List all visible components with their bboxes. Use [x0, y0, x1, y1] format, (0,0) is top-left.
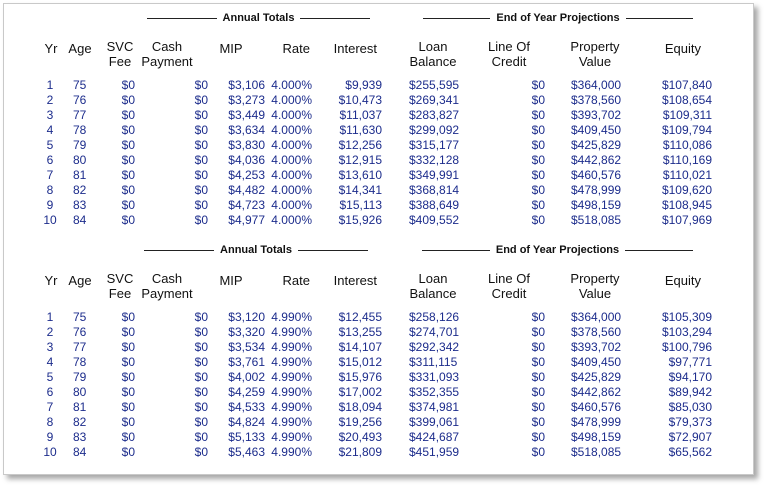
cell-svc: $0	[121, 400, 135, 414]
cell-loan: $374,981	[409, 400, 460, 414]
cell-rate: 4.000%	[271, 108, 312, 122]
header-rule	[626, 18, 693, 19]
cell-yr: 1	[46, 310, 54, 324]
cell-property: $478,999	[571, 415, 622, 429]
cell-svc: $0	[121, 108, 135, 122]
cell-age: 82	[73, 415, 87, 429]
cell-mip: $4,482	[228, 183, 265, 197]
cell-loan: $315,177	[409, 138, 460, 152]
column-header-equity: Equity	[664, 41, 701, 56]
cell-equity: $105,309	[661, 310, 712, 324]
cell-cash: $0	[194, 108, 208, 122]
cell-cash: $0	[194, 138, 208, 152]
cell-mip: $4,824	[228, 415, 265, 429]
header-rule	[423, 18, 490, 19]
cell-interest: $13,610	[338, 168, 382, 182]
cell-age: 79	[73, 370, 87, 384]
cell-rate: 4.000%	[271, 168, 312, 182]
cell-age: 75	[73, 310, 87, 324]
cell-equity: $103,294	[661, 325, 712, 339]
cell-mip: $4,977	[228, 213, 265, 227]
cell-loan: $255,595	[409, 78, 460, 92]
cell-interest: $15,976	[338, 370, 382, 384]
cell-age: 79	[73, 138, 87, 152]
cell-loc: $0	[531, 198, 545, 212]
cell-rate: 4.990%	[271, 415, 312, 429]
cell-equity: $108,654	[661, 93, 712, 107]
header-rule	[625, 250, 693, 251]
column-header-equity: Equity	[664, 273, 701, 288]
cell-age: 81	[73, 168, 87, 182]
column-header-property: Property Value	[570, 271, 620, 301]
header-rule	[147, 18, 217, 19]
cell-rate: 4.000%	[271, 123, 312, 137]
cell-cash: $0	[194, 340, 208, 354]
cell-yr: 2	[46, 325, 54, 339]
cell-cash: $0	[194, 93, 208, 107]
cell-mip: $4,253	[228, 168, 265, 182]
cell-rate: 4.000%	[271, 213, 312, 227]
cell-age: 76	[73, 93, 87, 107]
cell-loan: $274,701	[409, 325, 460, 339]
cell-equity: $109,620	[661, 183, 712, 197]
cell-age: 78	[73, 123, 87, 137]
cell-loc: $0	[531, 123, 545, 137]
cell-property: $518,085	[571, 445, 622, 459]
cell-equity: $79,373	[668, 415, 712, 429]
cell-age: 80	[73, 385, 87, 399]
cell-age: 77	[73, 340, 87, 354]
cell-yr: 9	[46, 198, 54, 212]
cell-interest: $11,630	[339, 123, 382, 137]
cell-age: 80	[73, 153, 87, 167]
cell-age: 81	[73, 400, 87, 414]
cell-svc: $0	[121, 138, 135, 152]
cell-mip: $4,533	[228, 400, 265, 414]
cell-mip: $3,634	[228, 123, 265, 137]
cell-mip: $5,463	[228, 445, 265, 459]
cell-loc: $0	[531, 415, 545, 429]
cell-cash: $0	[194, 400, 208, 414]
cell-loan: $299,092	[409, 123, 460, 137]
cell-yr: 7	[46, 400, 54, 414]
cell-loan: $269,341	[409, 93, 460, 107]
header-rule	[144, 250, 214, 251]
cell-loan: $331,093	[409, 370, 460, 384]
cell-rate: 4.000%	[271, 138, 312, 152]
cell-cash: $0	[194, 78, 208, 92]
column-header-age: Age	[68, 273, 92, 288]
cell-mip: $4,002	[228, 370, 265, 384]
report-frame	[3, 3, 754, 475]
cell-age: 76	[73, 325, 87, 339]
column-header-yr: Yr	[44, 41, 58, 56]
cell-equity: $110,169	[662, 153, 712, 167]
cell-property: $498,159	[571, 430, 622, 444]
cell-property: $460,576	[571, 168, 622, 182]
cell-loc: $0	[531, 93, 545, 107]
cell-cash: $0	[194, 415, 208, 429]
cell-rate: 4.000%	[271, 153, 312, 167]
cell-cash: $0	[194, 198, 208, 212]
cell-property: $478,999	[571, 183, 622, 197]
column-header-mip: MIP	[219, 41, 243, 56]
cell-property: $460,576	[571, 400, 622, 414]
cell-loc: $0	[531, 138, 545, 152]
cell-loc: $0	[531, 108, 545, 122]
cell-rate: 4.990%	[271, 400, 312, 414]
cell-loc: $0	[531, 183, 545, 197]
cell-yr: 8	[46, 415, 54, 429]
cell-interest: $9,939	[345, 78, 382, 92]
column-header-svc: SVC Fee	[106, 39, 134, 69]
group-header-label: Annual Totals	[220, 244, 292, 256]
cell-property: $425,829	[571, 138, 622, 152]
cell-property: $442,862	[571, 153, 622, 167]
cell-age: 82	[73, 183, 87, 197]
cell-loan: $388,649	[409, 198, 460, 212]
end-of-year-projections-group-header	[423, 10, 693, 26]
cell-svc: $0	[121, 445, 135, 459]
column-header-cash: Cash Payment	[141, 39, 193, 69]
cell-yr: 4	[46, 123, 54, 137]
cell-loc: $0	[531, 445, 545, 459]
cell-loan: $283,827	[409, 108, 460, 122]
cell-loan: $258,126	[409, 310, 460, 324]
column-header-mip: MIP	[219, 273, 243, 288]
column-header-interest: Interest	[333, 41, 377, 56]
column-header-svc: SVC Fee	[106, 271, 134, 301]
cell-mip: $4,036	[228, 153, 265, 167]
cell-age: 75	[73, 78, 87, 92]
cell-property: $378,560	[571, 93, 622, 107]
end-of-year-projections-group-header	[422, 242, 693, 258]
cell-cash: $0	[194, 355, 208, 369]
cell-loc: $0	[531, 168, 545, 182]
cell-mip: $3,534	[228, 340, 265, 354]
cell-loan: $409,552	[409, 213, 460, 227]
cell-loc: $0	[531, 153, 545, 167]
cell-interest: $13,255	[338, 325, 382, 339]
cell-loc: $0	[531, 340, 545, 354]
cell-interest: $19,256	[338, 415, 382, 429]
cell-property: $409,450	[571, 355, 622, 369]
cell-svc: $0	[121, 78, 135, 92]
cell-loc: $0	[531, 430, 545, 444]
cell-equity: $89,942	[668, 385, 712, 399]
cell-loan: $451,959	[409, 445, 460, 459]
column-header-cash: Cash Payment	[141, 271, 193, 301]
cell-loan: $399,061	[409, 415, 460, 429]
column-header-loc: Line Of Credit	[488, 39, 530, 69]
column-header-loan: Loan Balance	[409, 271, 457, 301]
cell-yr: 7	[46, 168, 54, 182]
cell-svc: $0	[121, 415, 135, 429]
cell-interest: $14,107	[338, 340, 382, 354]
cell-rate: 4.990%	[271, 370, 312, 384]
column-header-loc: Line Of Credit	[488, 271, 530, 301]
cell-svc: $0	[121, 168, 135, 182]
cell-loc: $0	[531, 78, 545, 92]
cell-yr: 6	[46, 385, 54, 399]
cell-mip: $3,761	[228, 355, 265, 369]
cell-mip: $5,133	[228, 430, 265, 444]
cell-svc: $0	[121, 183, 135, 197]
cell-interest: $15,012	[338, 355, 382, 369]
cell-yr: 5	[46, 370, 54, 384]
cell-loc: $0	[531, 310, 545, 324]
cell-loan: $332,128	[409, 153, 460, 167]
cell-rate: 4.990%	[271, 340, 312, 354]
cell-cash: $0	[194, 310, 208, 324]
cell-cash: $0	[194, 183, 208, 197]
cell-property: $409,450	[571, 123, 622, 137]
cell-rate: 4.000%	[271, 93, 312, 107]
cell-yr: 8	[46, 183, 54, 197]
cell-yr: 3	[46, 108, 54, 122]
cell-property: $364,000	[571, 310, 622, 324]
cell-svc: $0	[121, 340, 135, 354]
cell-equity: $107,969	[661, 213, 712, 227]
cell-loan: $311,115	[409, 355, 458, 369]
cell-property: $518,085	[571, 213, 622, 227]
cell-age: 78	[73, 355, 87, 369]
cell-property: $393,702	[571, 340, 622, 354]
cell-svc: $0	[121, 430, 135, 444]
cell-age: 84	[73, 445, 87, 459]
cell-svc: $0	[121, 385, 135, 399]
cell-equity: $109,794	[661, 123, 712, 137]
cell-equity: $65,562	[668, 445, 712, 459]
cell-rate: 4.000%	[271, 183, 312, 197]
cell-svc: $0	[121, 93, 135, 107]
cell-loc: $0	[531, 355, 545, 369]
cell-rate: 4.990%	[271, 355, 312, 369]
cell-equity: $94,170	[668, 370, 712, 384]
cell-mip: $3,320	[228, 325, 265, 339]
annual-totals-group-header	[144, 242, 368, 258]
cell-interest: $21,809	[338, 445, 382, 459]
cell-equity: $109,311	[662, 108, 712, 122]
cell-yr: 4	[46, 355, 54, 369]
cell-svc: $0	[121, 355, 135, 369]
cell-mip: $3,120	[228, 310, 265, 324]
cell-svc: $0	[121, 370, 135, 384]
cell-equity: $97,771	[668, 355, 712, 369]
column-header-interest: Interest	[333, 273, 377, 288]
cell-loc: $0	[531, 370, 545, 384]
cell-yr: 10	[43, 213, 57, 227]
cell-loc: $0	[531, 213, 545, 227]
cell-yr: 5	[46, 138, 54, 152]
cell-rate: 4.000%	[271, 78, 312, 92]
cell-property: $364,000	[571, 78, 622, 92]
cell-equity: $107,840	[661, 78, 712, 92]
cell-interest: $15,113	[339, 198, 382, 212]
cell-rate: 4.990%	[271, 430, 312, 444]
cell-equity: $108,945	[661, 198, 712, 212]
group-header-label: Annual Totals	[222, 12, 295, 24]
cell-interest: $14,341	[338, 183, 382, 197]
cell-age: 83	[73, 198, 87, 212]
cell-loc: $0	[531, 385, 545, 399]
group-header-label: End of Year Projections	[495, 244, 620, 256]
cell-interest: $17,002	[338, 385, 382, 399]
cell-equity: $85,030	[668, 400, 712, 414]
annual-totals-group-header	[147, 10, 370, 26]
cell-age: 83	[73, 430, 87, 444]
cell-rate: 4.990%	[271, 325, 312, 339]
cell-loan: $368,814	[409, 183, 460, 197]
cell-rate: 4.990%	[271, 385, 312, 399]
cell-interest: $20,493	[338, 430, 382, 444]
cell-cash: $0	[194, 153, 208, 167]
cell-yr: 9	[46, 430, 54, 444]
cell-interest: $12,256	[338, 138, 382, 152]
header-rule	[298, 250, 368, 251]
cell-mip: $3,830	[228, 138, 265, 152]
cell-loan: $352,355	[409, 385, 460, 399]
cell-mip: $3,449	[228, 108, 265, 122]
group-header-label: End of Year Projections	[496, 12, 620, 24]
cell-svc: $0	[121, 153, 135, 167]
cell-cash: $0	[194, 123, 208, 137]
cell-age: 84	[73, 213, 87, 227]
cell-property: $393,702	[571, 108, 622, 122]
cell-rate: 4.990%	[271, 445, 312, 459]
cell-property: $442,862	[571, 385, 622, 399]
column-header-property: Property Value	[570, 39, 620, 69]
header-rule	[422, 250, 490, 251]
cell-cash: $0	[194, 385, 208, 399]
cell-mip: $3,106	[228, 78, 265, 92]
cell-loc: $0	[531, 325, 545, 339]
cell-yr: 1	[46, 78, 54, 92]
cell-yr: 6	[46, 153, 54, 167]
cell-loan: $424,687	[409, 430, 460, 444]
cell-cash: $0	[194, 430, 208, 444]
cell-equity: $110,086	[662, 138, 712, 152]
cell-interest: $15,926	[338, 213, 382, 227]
cell-svc: $0	[121, 310, 135, 324]
cell-mip: $4,723	[228, 198, 265, 212]
cell-interest: $12,915	[338, 153, 382, 167]
cell-interest: $12,455	[338, 310, 382, 324]
column-header-age: Age	[68, 41, 92, 56]
cell-loc: $0	[531, 400, 545, 414]
cell-interest: $18,094	[338, 400, 382, 414]
cell-cash: $0	[194, 325, 208, 339]
cell-rate: 4.000%	[271, 198, 312, 212]
cell-property: $498,159	[571, 198, 622, 212]
header-rule	[300, 18, 370, 19]
cell-property: $425,829	[571, 370, 622, 384]
cell-yr: 2	[46, 93, 54, 107]
cell-rate: 4.990%	[271, 310, 312, 324]
cell-svc: $0	[121, 198, 135, 212]
cell-cash: $0	[194, 370, 208, 384]
cell-cash: $0	[194, 168, 208, 182]
cell-loan: $292,342	[409, 340, 460, 354]
column-header-rate: Rate	[282, 41, 310, 56]
cell-loan: $349,991	[409, 168, 460, 182]
cell-yr: 3	[46, 340, 54, 354]
cell-age: 77	[73, 108, 87, 122]
cell-equity: $100,796	[661, 340, 712, 354]
cell-equity: $72,907	[668, 430, 712, 444]
cell-svc: $0	[121, 325, 135, 339]
cell-svc: $0	[121, 123, 135, 137]
cell-mip: $3,273	[228, 93, 265, 107]
cell-yr: 10	[43, 445, 57, 459]
cell-interest: $11,037	[339, 108, 382, 122]
column-header-rate: Rate	[282, 273, 310, 288]
cell-svc: $0	[121, 213, 135, 227]
column-header-yr: Yr	[44, 273, 58, 288]
cell-property: $378,560	[571, 325, 622, 339]
cell-equity: $110,021	[662, 168, 712, 182]
cell-mip: $4,259	[228, 385, 265, 399]
cell-cash: $0	[194, 445, 208, 459]
cell-cash: $0	[194, 213, 208, 227]
column-header-loan: Loan Balance	[409, 39, 457, 69]
cell-interest: $10,473	[338, 93, 382, 107]
